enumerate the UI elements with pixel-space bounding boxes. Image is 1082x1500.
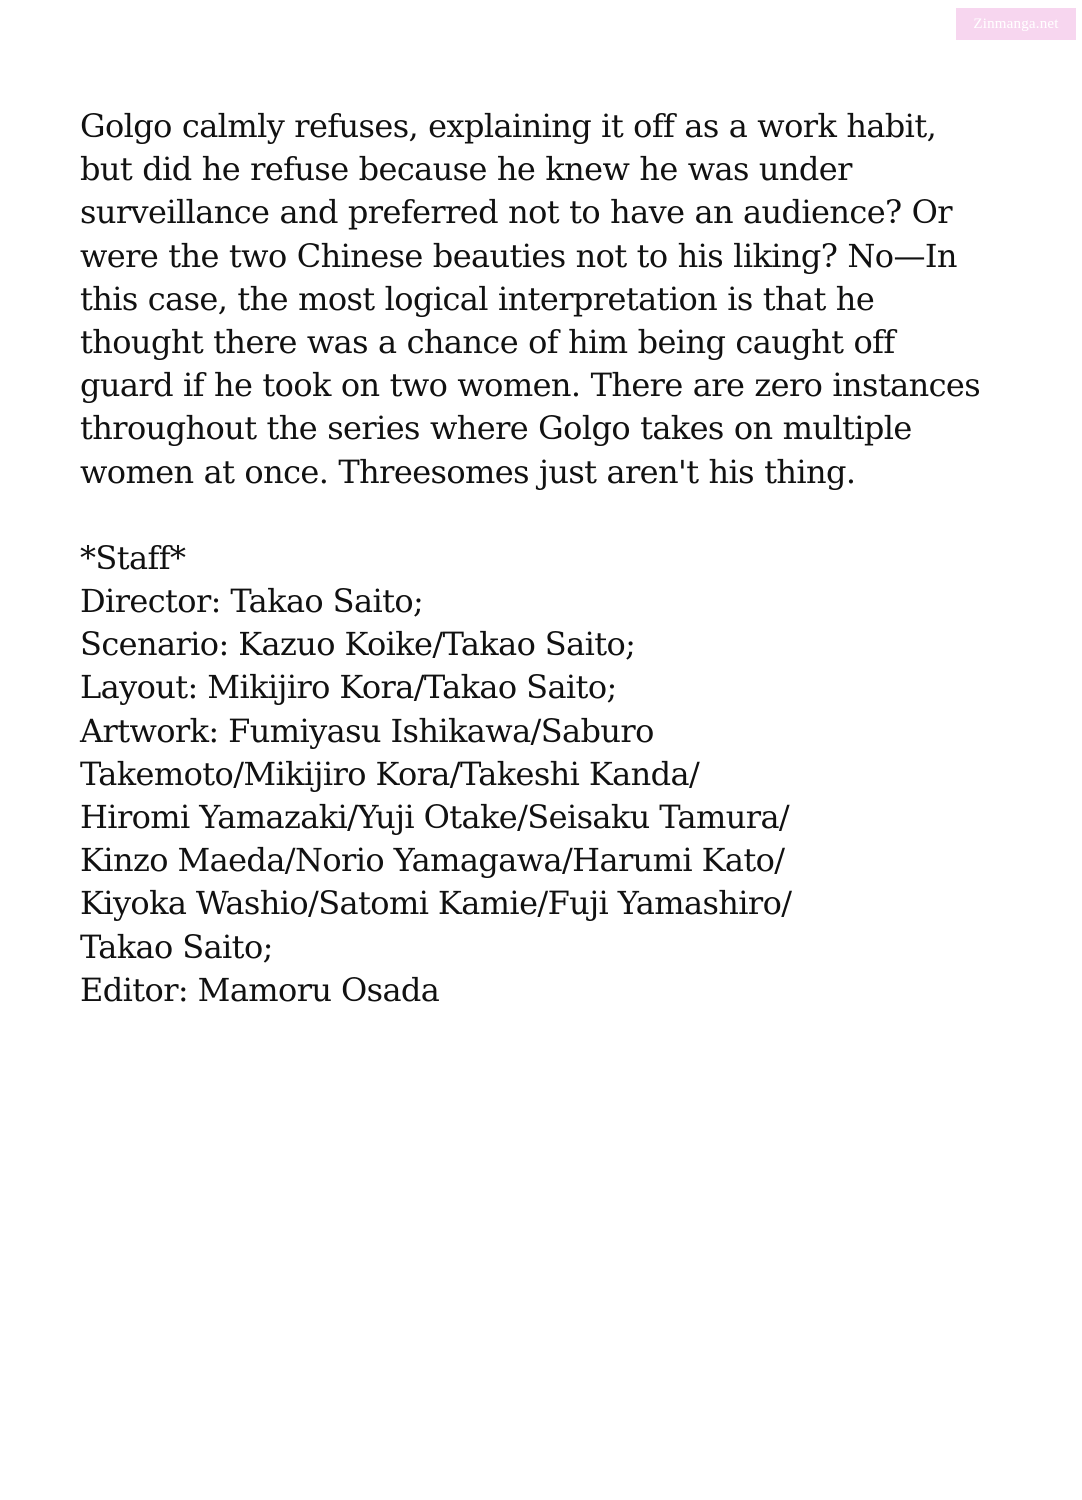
credit-artwork-cont: Takao Saito;	[80, 927, 273, 966]
site-watermark: Zinmanga.net	[956, 8, 1076, 40]
paragraph-line: guard if he took on two women. There are zero instances	[80, 366, 981, 405]
paragraph-line: surveillance and preferred not to have an audience? Or	[80, 193, 953, 232]
paragraph-line: were the two Chinese beauties not to his liking? No—In	[80, 236, 957, 275]
paragraph-line: women at once. Threesomes just aren't his thing.	[80, 452, 856, 491]
credit-editor: Editor: Mamoru Osada	[80, 970, 440, 1009]
staff-heading: *Staff*	[80, 538, 186, 577]
credit-artwork: Artwork: Fumiyasu Ishikawa/Saburo	[80, 711, 654, 750]
paragraph-line: thought there was a chance of him being caught off	[80, 323, 895, 362]
staff-credits	[80, 537, 1040, 1012]
credit-artwork-cont: Hiromi Yamazaki/Yuji Otake/Seisaku Tamura/	[80, 798, 790, 837]
credit-layout: Layout: Mikijiro Kora/Takao Saito;	[80, 668, 617, 707]
credit-artwork-cont: Kiyoka Washio/Satomi Kamie/Fuji Yamashiro/	[80, 884, 792, 923]
commentary-paragraph	[80, 105, 1040, 494]
paragraph-line: Golgo calmly refuses, explaining it off as a work habit,	[80, 107, 937, 145]
paragraph-line: throughout the series where Golgo takes on multiple	[80, 409, 912, 448]
paragraph-line: but did he refuse because he knew he was under	[80, 150, 852, 189]
paragraph-line: this case, the most logical interpretation is that he	[80, 279, 875, 318]
page-content	[80, 105, 1040, 1012]
credit-artwork-cont: Takemoto/Mikijiro Kora/Takeshi Kanda/	[80, 754, 700, 793]
credit-director: Director: Takao Saito;	[80, 582, 424, 621]
credit-scenario: Scenario: Kazuo Koike/Takao Saito;	[80, 625, 636, 664]
credit-artwork-cont: Kinzo Maeda/Norio Yamagawa/Harumi Kato/	[80, 841, 785, 880]
